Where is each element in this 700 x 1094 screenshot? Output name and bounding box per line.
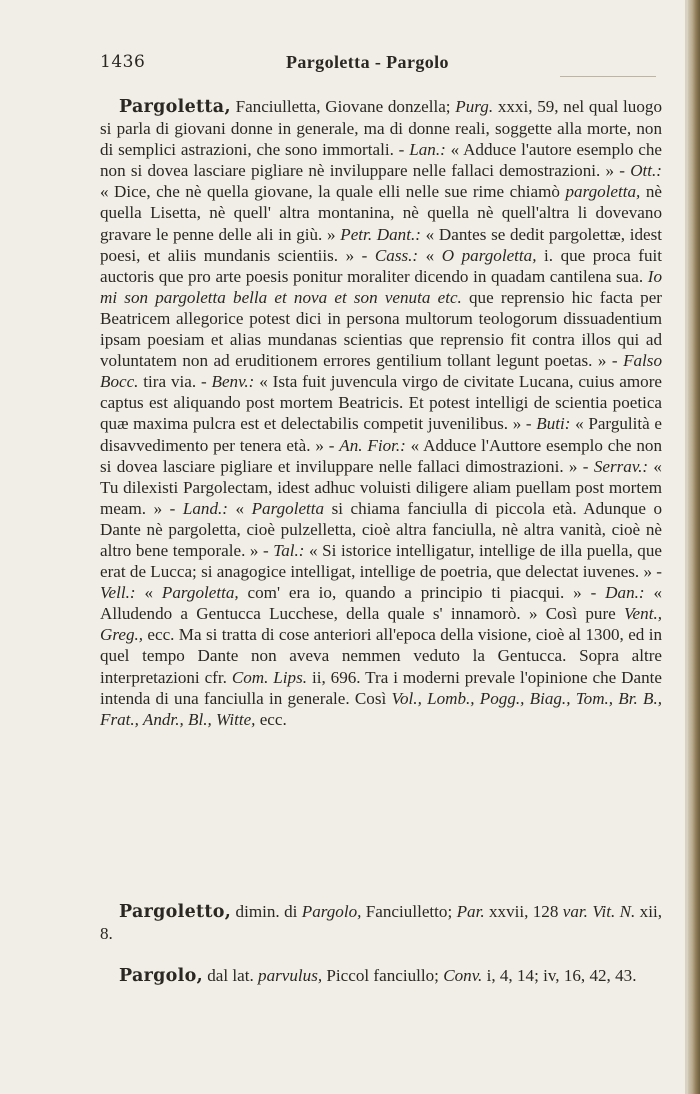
dictionary-entry-pargoletta <box>100 96 662 730</box>
text-segment: « <box>228 498 252 518</box>
text-segment: ecc. <box>255 709 287 729</box>
headword: Pargolo, <box>119 966 203 986</box>
page-number: 1436 <box>100 52 146 72</box>
italic-text-segment: Serrav.: <box>593 456 649 476</box>
text-segment: tira via. - <box>138 372 212 392</box>
italic-text-segment: Conv. <box>443 966 483 985</box>
page-header <box>100 52 655 74</box>
italic-text-segment: An. Fior.: <box>339 435 406 455</box>
text-segment: si chiama fanciulla di piccola età. Adunque o Dante nè pargoletta, cioè pulzelletta, cioè altra fanciulla, nè altra vanità, cioè nè altro bene temporale. » - <box>100 498 662 560</box>
text-segment: xxxi, 59, nel qual luogo si parla di giovani donne in generale, ma di donne reali, soggette alla morte, non di semplici astrazioni, che sono immortali. - <box>100 97 662 160</box>
text-segment: xii, 8. <box>100 902 663 944</box>
italic-text-segment: Dan.: <box>605 583 645 603</box>
text-segment: Piccol fanciullo; <box>322 966 444 985</box>
italic-text-segment: Io mi son pargoletta bella et nova et son venuta etc. <box>100 266 662 307</box>
italic-text-segment: Vol., Lomb., Pogg., Biag., Tom., Br. B., Frat., Andr., Bl., Witte, <box>100 688 662 729</box>
text-segment: xxvii, 128 <box>484 902 563 921</box>
text-segment: « Ista fuit juvencula virgo de civitate Lucana, cuius amore captus est aliquando post mortem Beatricis. Et potest intelligi de scientia poetica quæ maxima pulcra est et delectabilis competit juvenilibus. » - <box>100 372 662 434</box>
italic-text-segment: Par. <box>456 902 485 921</box>
text-segment: ecc. Ma si tratta di cose anteriori all'epoca della visione, cioè al 1300, ed in quel tempo Dante non aveva nemmen veduto la Gentucca. Sopra altre interpretazioni cfr. <box>100 625 662 687</box>
dictionary-entry-pargolo <box>100 965 662 987</box>
italic-text-segment: Land.: <box>182 498 228 518</box>
text-segment: « <box>135 583 162 603</box>
text-segment: ii, 696. Tra i moderni prevale l'opinione che Dante intenda di una fanciulla in generale. Così <box>100 667 662 708</box>
text-segment: com' era io, quando a principio ti piacqui. » - <box>238 583 606 603</box>
text-segment: « <box>418 245 442 265</box>
text-segment: « Dantes se dedit pargolettæ, idest poesi, et aliis mundanis scientiis. » - <box>100 224 662 265</box>
italic-text-segment: Purg. <box>455 97 494 116</box>
text-segment: « Alludendo a Gentucca Lucchese, della quale s' innamorò. » Così pure <box>100 583 662 624</box>
italic-text-segment: var. Vit. N. <box>562 902 636 921</box>
text-segment: i, 4, 14; iv, 16, 42, 43. <box>482 966 637 985</box>
headword: Pargoletto, <box>119 902 232 922</box>
italic-text-segment: Ott.: <box>630 161 662 181</box>
italic-text-segment: O pargoletta, <box>441 245 537 265</box>
text-segment: « Dice, che nè quella giovane, la quale elli nelle sue rime chiamò <box>100 182 566 202</box>
italic-text-segment: Pargolo, <box>301 902 362 921</box>
italic-text-segment: Pargoletta <box>251 498 325 518</box>
dictionary-entry-pargoletto <box>100 901 662 944</box>
text-segment: dal lat. <box>202 966 259 985</box>
text-segment: Fanciulletta, Giovane donzella; <box>230 97 456 116</box>
text-segment: nè quella Lisetta, nè quell' altra montanina, nè quella nè quell'altra li dovevano gravare le penne delle ali in giù. » <box>100 182 662 244</box>
text-segment: que reprensio hic facta per Beatricem allegorice potest dici in persona multorum teologorum dissuadentium ipsam poesiam et alias mundanas scientias que reprensio fit contra illos qui ad voluntatem non ad eruditionem errores gentilium tollant legunt poetas. » - <box>100 287 662 371</box>
italic-text-segment: Tal.: <box>273 540 305 560</box>
italic-text-segment: Cass.: <box>374 245 419 265</box>
text-segment: dimin. di <box>231 902 302 921</box>
text-segment: « Si istorice intelligatur, intellige de illa puella, que erat de Lucca; si anagogice intelligat, intellige de poetria, que delectat iuvenes. » - <box>100 540 662 582</box>
text-segment: « Tu dilexisti Pargolectam, idest adhuc voluisti diligere aliam puellam post mortem meam. » - <box>100 456 662 518</box>
italic-text-segment: Vent., Greg., <box>100 604 662 645</box>
italic-text-segment: Falso Bocc. <box>100 351 662 392</box>
text-segment: Fanciulletto; <box>361 902 457 921</box>
text-segment: i. que proca fuit auctoris que pro arte poesis ponitur moraliter dicendo in quadam cantilena sua. <box>100 245 663 286</box>
text-segment: « Adduce l'autore esemplo che non si dovea lasciare pigliare nè inviluppare nelle fallaci demostrazioni. » - <box>100 140 662 181</box>
italic-text-segment: Vell.: <box>100 583 136 603</box>
running-title: Pargoletta - Pargolo <box>286 52 449 72</box>
italic-text-segment: Pargoletta, <box>161 583 239 603</box>
header-rule <box>560 76 656 77</box>
text-segment: « Pargulità e disavvedimento per tenera età. » - <box>100 414 662 455</box>
italic-text-segment: Buti: <box>536 414 571 434</box>
text-segment: « Adduce l'Auttore esemplo che non si dovea lasciare pigliare et inviluppare nelle fallaci dimostrazioni. » - <box>100 435 663 476</box>
italic-text-segment: Com. Lips. <box>231 667 308 687</box>
italic-text-segment: Lan.: <box>409 140 446 160</box>
book-spine-edge <box>688 0 700 1094</box>
headword: Pargoletta, <box>119 97 231 117</box>
italic-text-segment: Petr. Dant.: <box>340 224 421 244</box>
italic-text-segment: Benv.: <box>211 372 255 392</box>
italic-text-segment: parvulus, <box>258 966 323 985</box>
italic-text-segment: pargoletta, <box>565 182 641 202</box>
